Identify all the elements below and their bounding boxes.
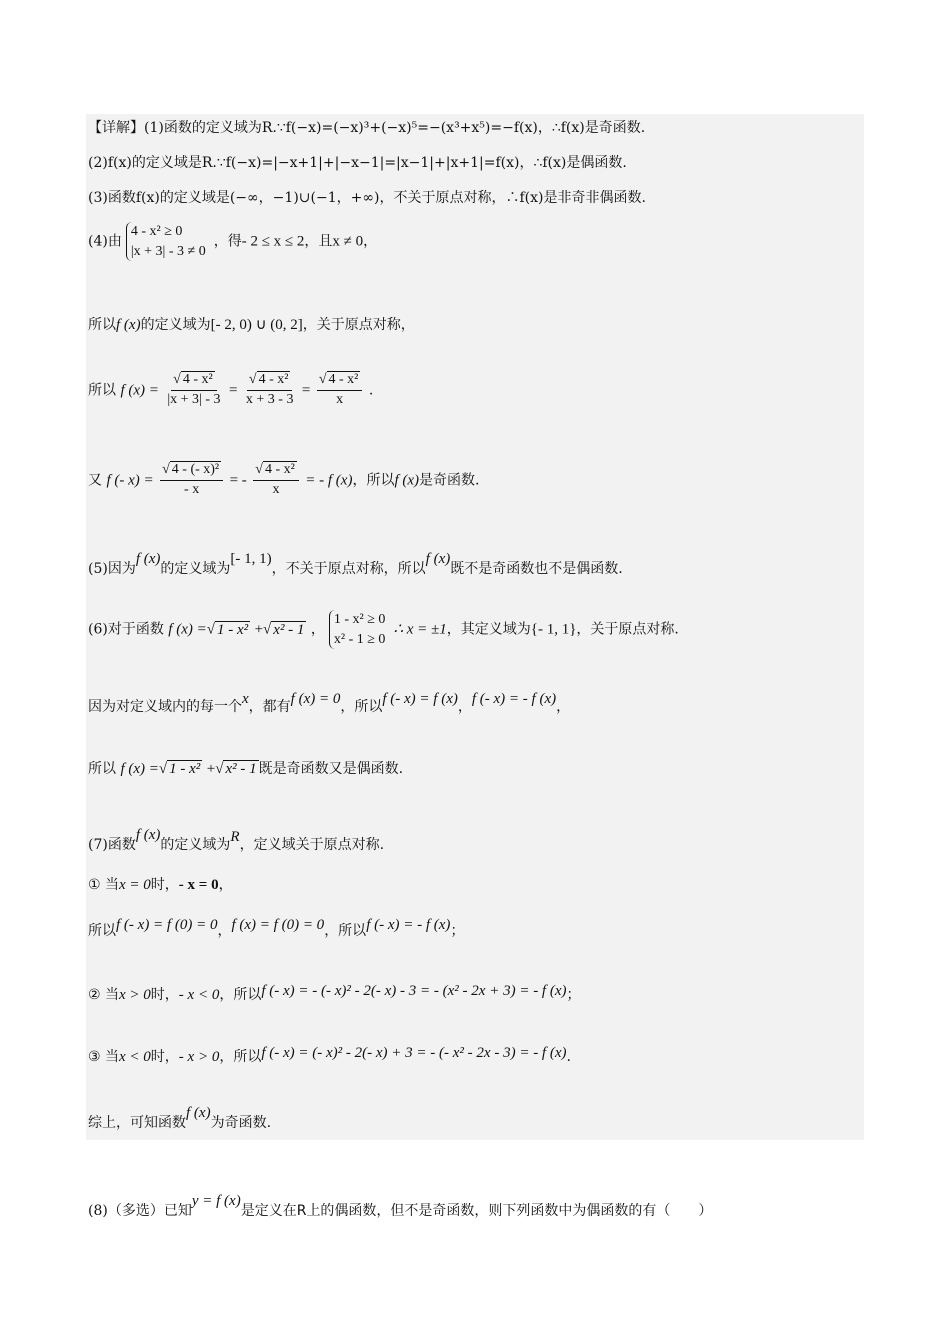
- formula: R: [296, 1203, 307, 1219]
- fraction-numerator: √ 4 - x²: [253, 462, 299, 481]
- zero-function-line: [88, 690, 570, 716]
- fraction: [317, 372, 363, 409]
- domain-line: [88, 316, 415, 334]
- question-8: [88, 1192, 712, 1220]
- formula: x: [242, 691, 249, 707]
- text: ，: [457, 699, 472, 715]
- solution-part-2: (2)f(x)的定义域是R.∵f(−x)=|−x+1|+|−x−1|=|x−1|+|x+1|=f(x)，∴f(x)是偶函数.: [88, 155, 627, 171]
- fraction-denominator: x + 3 - 3: [245, 391, 294, 407]
- radicand: 4 - x²: [328, 372, 359, 387]
- fraction-numerator: √ 4 - x²: [317, 372, 363, 391]
- text: ，所以: [324, 923, 367, 939]
- text: 所以: [88, 382, 116, 399]
- formula: f (x): [394, 472, 420, 489]
- formula: R: [230, 829, 240, 845]
- fraction: [253, 462, 299, 499]
- summary-line: [88, 1104, 271, 1132]
- case-2-line: [88, 982, 581, 1004]
- radicand: 1 - x²: [216, 621, 249, 638]
- formula: {- 1, 1}: [530, 621, 577, 638]
- text: 所以: [88, 317, 116, 333]
- fraction: [165, 372, 222, 409]
- text: .: [368, 382, 374, 399]
- formula: f (x) =: [168, 621, 207, 638]
- text: 是奇函数.: [419, 472, 480, 489]
- solution-part-6: (6)对于函数 f (x) =√ 1 - x² +√ x² - 1 ， 1 - x² ≥ 0 x² - 1 ≥ 0 ∴ x = ±1，其定义域为{- 1, 1}，关于原点对称.: [88, 610, 679, 649]
- text: ，其定义域为: [446, 621, 531, 638]
- formula: f (x) =: [120, 382, 159, 399]
- inequality-system: [126, 222, 210, 261]
- radicand: 4 - x²: [182, 372, 213, 387]
- text: ，: [310, 621, 325, 638]
- formula: f (- x) = - f (x): [471, 691, 557, 707]
- text: 当: [105, 877, 120, 893]
- inequality-system: [329, 610, 390, 649]
- formula: - x = 0: [178, 877, 219, 893]
- system-row: |x + 3| - 3 ≠ 0: [130, 243, 206, 259]
- system-row: x² - 1 ≥ 0: [333, 631, 386, 647]
- formula: +: [254, 621, 264, 638]
- fraction-numerator: √ 4 - x²: [247, 372, 293, 391]
- text: ，所以: [352, 472, 395, 489]
- formula: +: [206, 761, 216, 777]
- text: 的定义域为: [160, 837, 231, 853]
- formula: f (- x) = f (0) = 0: [116, 917, 218, 933]
- radicand: 4 - x²: [258, 372, 289, 387]
- text: (6)对于函数: [88, 621, 164, 638]
- text: ，所以: [340, 699, 383, 715]
- formula: y = f (x): [191, 1193, 241, 1209]
- solution-part-3: (3)函数f(x)的定义域是(−∞，−1)∪(−1，+∞)，不关于原点对称，∴f(x)是非奇非偶函数.: [88, 190, 646, 206]
- formula: - 2 ≤ x ≤ 2: [241, 233, 305, 250]
- formula: f (- x) = - (- x)² - 2(- x) - 3 = - (x² - 2x + 3) = - f (x): [261, 983, 567, 999]
- radicand: x² - 1: [225, 761, 257, 777]
- text: 又: [88, 472, 102, 489]
- case-1-line: [88, 876, 233, 894]
- formula: x > 0: [119, 987, 151, 1003]
- text: ，关于原点对称，: [302, 317, 415, 333]
- text: ，关于原点对称.: [576, 621, 679, 638]
- formula: f (- x) =: [106, 472, 154, 489]
- formula: = - f (x): [305, 472, 353, 489]
- formula: f (x) =: [120, 761, 159, 777]
- text: ，: [363, 233, 378, 250]
- text: ，都有: [248, 699, 291, 715]
- radicand: x² - 1: [273, 621, 305, 638]
- case-marker: ①: [88, 877, 101, 893]
- formula: f (x) = 0: [290, 691, 341, 707]
- text: (4)由: [88, 233, 122, 250]
- text: 所以: [88, 923, 116, 939]
- text: 时，: [150, 1049, 179, 1065]
- text: ，所以: [219, 987, 262, 1003]
- text: 为奇函数.: [210, 1115, 272, 1131]
- formula: - x < 0: [178, 987, 220, 1003]
- formula: x < 0: [119, 1049, 151, 1065]
- formula: = -: [229, 472, 247, 489]
- fraction-denominator: x: [272, 481, 280, 497]
- system-row: 1 - x² ≥ 0: [333, 612, 386, 627]
- formula: - x > 0: [178, 1049, 220, 1065]
- solution-part-4: [88, 222, 377, 261]
- text: (8)（多选）已知: [88, 1203, 192, 1219]
- case-3-line: [88, 1044, 571, 1066]
- radicand: 1 - x²: [169, 761, 201, 777]
- fraction-denominator: |x + 3| - 3: [167, 391, 221, 407]
- text: ，: [217, 923, 232, 939]
- text: 上的偶函数，但不是奇函数，则下列函数中为偶函数的有（ ）: [306, 1203, 713, 1219]
- solution-part-7: [88, 826, 384, 854]
- fraction-denominator: - x: [184, 481, 200, 497]
- text: (5)因为: [88, 561, 136, 577]
- conclusion-6-line: 所以 f (x) =√ 1 - x² +√ x² - 1 既是奇函数又是偶函数.: [88, 761, 404, 777]
- radicand: 4 - x²: [264, 462, 295, 477]
- text: ，: [218, 877, 233, 893]
- text: 综上，可知函数: [88, 1115, 186, 1131]
- fraction-numerator: √ 4 - (- x)²: [160, 462, 223, 481]
- formula: x ≠ 0: [332, 233, 364, 250]
- fraction: [160, 462, 223, 499]
- fraction: [244, 372, 296, 409]
- text: 的定义域为: [160, 561, 231, 577]
- text: ，: [556, 699, 571, 715]
- text: 所以: [88, 761, 116, 777]
- text: ，得: [213, 233, 242, 250]
- text: ，定义域关于原点对称.: [239, 837, 385, 853]
- system-row: 4 - x² ≥ 0: [130, 224, 183, 239]
- formula: f (x): [116, 317, 141, 333]
- text: ；: [566, 987, 581, 1003]
- formula: f (x): [425, 551, 451, 567]
- text: 当: [105, 987, 120, 1003]
- text: ，不关于原点对称，所以: [271, 561, 426, 577]
- case-marker: ②: [88, 987, 101, 1003]
- formula: f (x): [186, 1105, 211, 1121]
- solution-part-5: [88, 550, 623, 578]
- text: ；: [450, 923, 465, 939]
- case-marker: ③: [88, 1049, 101, 1065]
- fraction-numerator: √ 4 - x²: [171, 372, 217, 391]
- text: 既是奇函数又是偶函数.: [258, 761, 404, 777]
- text: ，所以: [219, 1049, 262, 1065]
- formula: f (x): [135, 827, 161, 843]
- simplify-line: 所以 f (x) = $\frac{\text{√ 4 - x²}}{|x + 3| - 3}$ = $\frac{\text{√ 4 - x²}}{x + 3 - 3}$ = $\frac{\text{√ 4 - x²}}{x}$ .: [88, 372, 374, 407]
- case-1-result-line: [88, 916, 464, 940]
- formula: f (x): [135, 551, 161, 567]
- formula: f (- x) = f (x): [382, 691, 458, 707]
- formula: x = 0: [119, 877, 151, 893]
- formula: f (- x) = - f (x): [366, 917, 451, 933]
- fraction-denominator: x: [336, 391, 344, 407]
- formula: [- 2, 0) ∪ (0, 2]: [210, 317, 303, 333]
- text: .: [566, 1049, 571, 1065]
- text: 时，: [150, 877, 179, 893]
- text: 既不是奇函数也不是偶函数.: [450, 561, 623, 577]
- text: 时，: [150, 987, 179, 1003]
- formula: ∴ x = ±1: [393, 621, 447, 638]
- solution-part-1: 【详解】(1)函数的定义域为R.∵f(−x)=(−x)³+(−x)⁵=−(x³+x⁵)=−f(x)，∴f(x)是奇函数.: [88, 120, 646, 136]
- text: 因为对定义域内的每一个: [88, 699, 242, 715]
- text: 的定义域为: [140, 317, 211, 333]
- text: ，且: [304, 233, 333, 250]
- radicand: 4 - (- x)²: [171, 462, 220, 477]
- text: 是定义在: [240, 1203, 297, 1219]
- text: 当: [105, 1049, 120, 1065]
- formula: f (- x) = (- x)² - 2(- x) + 3 = - (- x² - 2x - 3) = - f (x): [261, 1045, 567, 1061]
- text: (7)函数: [88, 837, 136, 853]
- odd-check-line: [88, 462, 479, 499]
- formula: [- 1, 1): [230, 551, 272, 567]
- formula: f (x) = f (0) = 0: [231, 917, 325, 933]
